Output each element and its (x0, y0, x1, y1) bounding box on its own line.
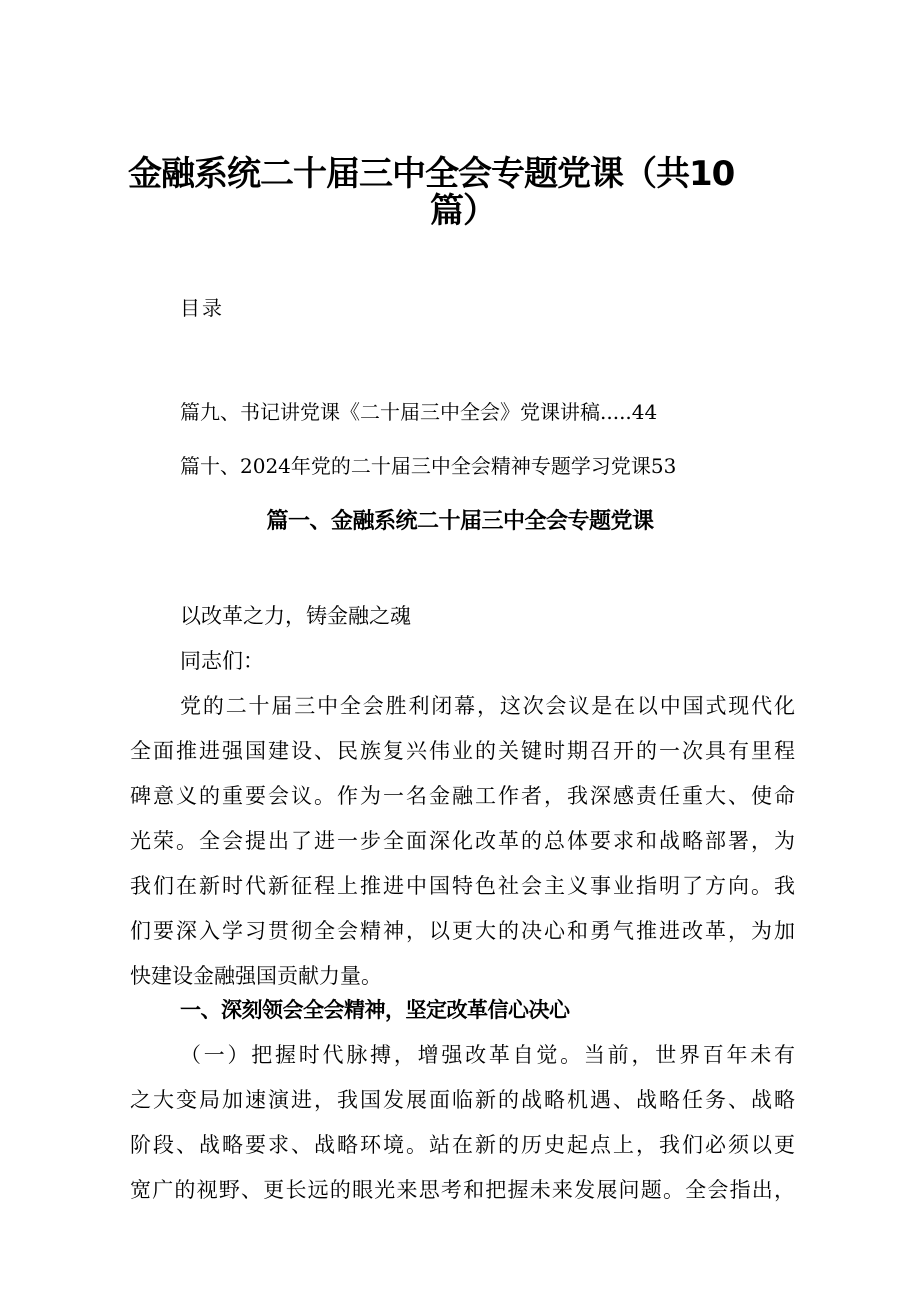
paragraph1-line: 我们在新时代新征程上推进中国特色社会主义事业指明了方向。我 (130, 874, 795, 898)
paragraph2-line: 阶段、战略要求、战略环境。站在新的历史起点上，我们必须以更 (130, 1133, 795, 1157)
document-title-line2: 篇） (430, 191, 496, 231)
paragraph1-line: 碑意义的重要会议。作为一名金融工作者，我深感责任重大、使命 (130, 784, 795, 808)
paragraph1-line: 们要深入学习贯彻全会精神，以更大的决心和勇气推进改革，为加 (130, 919, 795, 943)
paragraph2-line: （一）把握时代脉搏，增强改革自觉。当前，世界百年未有 (180, 1043, 795, 1067)
document-title-line1: 金融系统二十届三中全会专题党课（共10 (128, 154, 735, 194)
paragraph2-line: 之大变局加速演进，我国发展面临新的战略机遇、战略任务、战略 (130, 1088, 795, 1112)
salutation: 同志们： (180, 649, 264, 673)
toc-label: 目录 (180, 296, 224, 320)
heading-1: 一、深刻领会全会精神，坚定改革信心决心 (180, 998, 570, 1022)
toc-item-9[interactable]: 篇九、书记讲党课《二十届三中全会》党课讲稿.....44 (180, 400, 658, 424)
paragraph2-line: 宽广的视野、更长远的眼光来思考和把握未来发展问题。全会指出， (130, 1178, 795, 1202)
paragraph1-line: 快建设金融强国贡献力量。 (130, 964, 382, 988)
paragraph1-line: 全面推进强国建设、民族复兴伟业的关键时期召开的一次具有里程 (130, 739, 795, 763)
paragraph1-line: 光荣。全会提出了进一步全面深化改革的总体要求和战略部署，为 (130, 829, 795, 853)
section-heading: 篇一、金融系统二十届三中全会专题党课 (266, 509, 654, 534)
paragraph1-line: 党的二十届三中全会胜利闭幕，这次会议是在以中国式现代化 (180, 694, 795, 718)
speech-subtitle: 以改革之力，铸金融之魂 (180, 604, 411, 628)
toc-item-10[interactable]: 篇十、2024年党的二十届三中全会精神专题学习党课53 (180, 454, 677, 478)
